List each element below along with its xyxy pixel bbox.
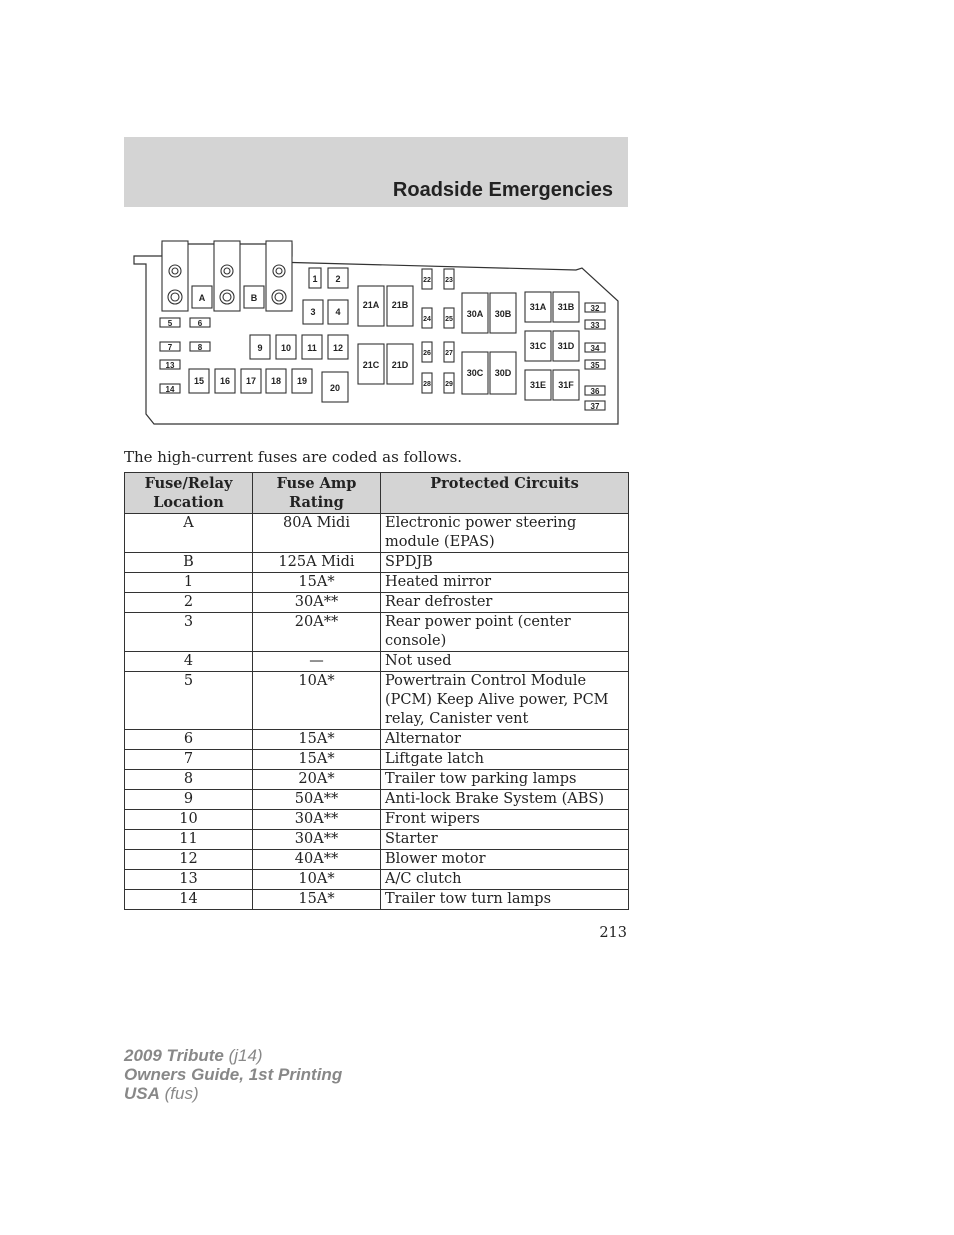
table-row <box>125 810 629 830</box>
fuse-2-label: 2 <box>335 274 341 284</box>
col-rating-header: Fuse Amp Rating <box>253 473 381 514</box>
table-row <box>125 850 629 870</box>
section-title: Roadside Emergencies <box>392 179 613 201</box>
cell-circuits: Not used <box>381 652 629 672</box>
fuse-23-label: 23 <box>445 277 453 284</box>
cell-circuits: SPDJB <box>381 553 629 573</box>
relay-31B-label: 31B <box>557 302 575 312</box>
cell-circuits: A/C clutch <box>381 870 629 890</box>
footer <box>124 1046 342 1103</box>
footer-market: USA <box>124 1084 160 1103</box>
cell-rating: — <box>253 652 381 672</box>
fuse-10-label: 10 <box>280 343 292 353</box>
cell-rating: 125A Midi <box>253 553 381 573</box>
fuse-table <box>124 472 629 910</box>
table-row <box>125 750 629 770</box>
cell-circuits: Front wipers <box>381 810 629 830</box>
cell-rating: 30A** <box>253 593 381 613</box>
table-row <box>125 672 629 730</box>
fuse-1-label: 1 <box>312 274 318 284</box>
relay-31A-label: 31A <box>529 302 547 312</box>
fuse-34-label: 34 <box>590 344 600 353</box>
fuse-37-label: 37 <box>590 402 600 411</box>
fuse-13-label: 13 <box>165 361 175 370</box>
cell-location: 8 <box>125 770 253 790</box>
cell-location: B <box>125 553 253 573</box>
fuse-11-label: 11 <box>307 343 317 353</box>
cell-location: 12 <box>125 850 253 870</box>
fuse-28-label: 28 <box>423 381 431 388</box>
table-row <box>125 652 629 672</box>
table-row <box>125 890 629 910</box>
page-number: 213 <box>599 925 627 941</box>
fuse-14-label: 14 <box>165 385 175 394</box>
footer-guide: Owners Guide, 1st Printing <box>124 1065 343 1084</box>
fuse-4-label: 4 <box>335 307 341 317</box>
cell-circuits: Anti-lock Brake System (ABS) <box>381 790 629 810</box>
footer-model-code: (j14) <box>228 1046 263 1065</box>
table-row <box>125 593 629 613</box>
cell-circuits: Alternator <box>381 730 629 750</box>
fuse-36-label: 36 <box>590 387 600 396</box>
fuse-A-label: A <box>198 293 206 303</box>
relay-30D-label: 30D <box>494 368 512 378</box>
relay-21A-label: 21A <box>362 300 380 310</box>
relay-31C-label: 31C <box>529 341 547 351</box>
cell-location: 13 <box>125 870 253 890</box>
cell-circuits: Rear defroster <box>381 593 629 613</box>
cell-rating: 50A** <box>253 790 381 810</box>
cell-rating: 20A** <box>253 613 381 652</box>
cell-circuits: Liftgate latch <box>381 750 629 770</box>
fuse-B-label: B <box>250 293 258 303</box>
cell-circuits: Heated mirror <box>381 573 629 593</box>
cell-rating: 15A* <box>253 750 381 770</box>
cell-rating: 15A* <box>253 573 381 593</box>
fuse-17-label: 17 <box>245 376 257 386</box>
table-row <box>125 613 629 652</box>
fuse-8-label: 8 <box>197 343 203 352</box>
fuse-29-label: 29 <box>445 381 453 388</box>
fuse-6-label: 6 <box>197 319 203 328</box>
footer-market-code: (fus) <box>164 1084 199 1103</box>
fuse-9-label: 9 <box>257 343 263 353</box>
cell-circuits: Electronic power steering module (EPAS) <box>381 514 629 553</box>
fuse-3-label: 3 <box>310 307 316 317</box>
fuse-7-label: 7 <box>167 343 173 352</box>
table-row <box>125 790 629 810</box>
col-circuits-header: Protected Circuits <box>381 473 629 514</box>
table-row <box>125 870 629 890</box>
cell-location: 5 <box>125 672 253 730</box>
fuse-19-label: 19 <box>296 376 308 386</box>
relay-31D-label: 31D <box>557 341 575 351</box>
fuse-33-label: 33 <box>590 321 600 330</box>
cell-circuits: Rear power point (center console) <box>381 613 629 652</box>
relay-31F-label: 31F <box>558 380 574 390</box>
fuse-18-label: 18 <box>270 376 282 386</box>
table-header-row <box>125 473 629 514</box>
cell-location: 4 <box>125 652 253 672</box>
cell-location: 3 <box>125 613 253 652</box>
fuse-12-label: 12 <box>332 343 344 353</box>
fuse-20-label: 20 <box>329 383 341 393</box>
cell-rating: 15A* <box>253 890 381 910</box>
fuse-24-label: 24 <box>423 316 431 323</box>
fuse-35-label: 35 <box>590 361 600 370</box>
cell-location: A <box>125 514 253 553</box>
table-row <box>125 573 629 593</box>
cell-location: 7 <box>125 750 253 770</box>
relay-21B-label: 21B <box>391 300 409 310</box>
cell-location: 9 <box>125 790 253 810</box>
fuse-25-label: 25 <box>445 316 453 323</box>
cell-location: 6 <box>125 730 253 750</box>
cell-circuits: Trailer tow turn lamps <box>381 890 629 910</box>
relay-31E-label: 31E <box>529 380 547 390</box>
cell-location: 1 <box>125 573 253 593</box>
fuse-5-label: 5 <box>167 319 173 328</box>
cell-circuits: Powertrain Control Module (PCM) Keep Alive power, PCM relay, Canister vent <box>381 672 629 730</box>
relay-30C-label: 30C <box>466 368 484 378</box>
fuse-box-diagram <box>124 236 628 432</box>
table-row <box>125 730 629 750</box>
intro-text: The high-current fuses are coded as follows. <box>124 448 463 466</box>
cell-circuits: Blower motor <box>381 850 629 870</box>
table-row <box>125 514 629 553</box>
cell-circuits: Trailer tow parking lamps <box>381 770 629 790</box>
cell-location: 14 <box>125 890 253 910</box>
cell-rating: 20A* <box>253 770 381 790</box>
relay-21C-label: 21C <box>362 360 380 370</box>
col-location-header: Fuse/Relay Location <box>125 473 253 514</box>
cell-rating: 30A** <box>253 830 381 850</box>
cell-rating: 30A** <box>253 810 381 830</box>
cell-location: 11 <box>125 830 253 850</box>
fuse-27-label: 27 <box>445 350 453 357</box>
cell-rating: 10A* <box>253 870 381 890</box>
header-band <box>124 137 628 207</box>
fuse-16-label: 16 <box>219 376 231 386</box>
table-row <box>125 770 629 790</box>
cell-location: 2 <box>125 593 253 613</box>
table-row <box>125 553 629 573</box>
cell-rating: 10A* <box>253 672 381 730</box>
table-row <box>125 830 629 850</box>
fuse-26-label: 26 <box>423 350 431 357</box>
fuse-15-label: 15 <box>193 376 205 386</box>
fuse-22-label: 22 <box>423 277 431 284</box>
cell-rating: 80A Midi <box>253 514 381 553</box>
fuse-32-label: 32 <box>590 304 600 313</box>
relay-21D-label: 21D <box>391 360 409 370</box>
relay-30B-label: 30B <box>494 309 512 319</box>
relay-30A-label: 30A <box>466 309 484 319</box>
cell-rating: 40A** <box>253 850 381 870</box>
cell-location: 10 <box>125 810 253 830</box>
footer-model: 2009 Tribute <box>124 1046 224 1065</box>
cell-circuits: Starter <box>381 830 629 850</box>
cell-rating: 15A* <box>253 730 381 750</box>
